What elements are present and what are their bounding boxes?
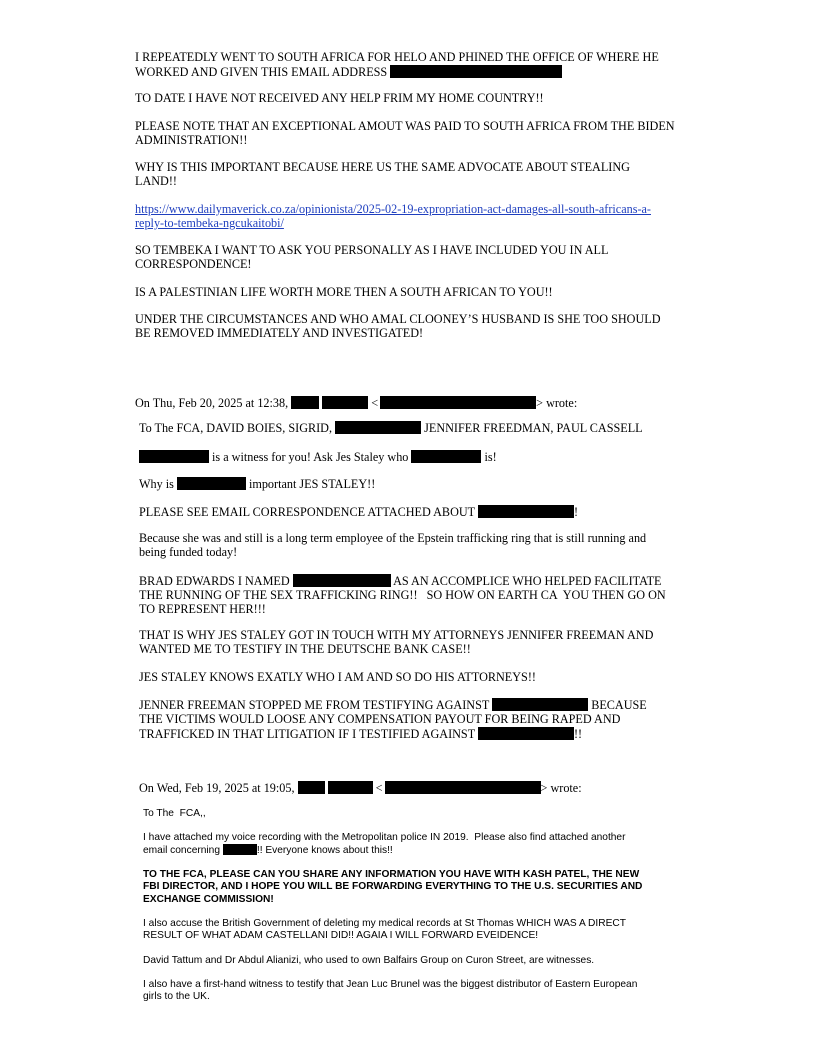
- paragraph-tembeka: [135, 244, 608, 272]
- text-line: I also accuse the British Government of deleting my medical records at St Thomas WHICH WAS A DIRECT: [143, 918, 626, 929]
- text-span: important JES STALEY!!: [248, 477, 376, 491]
- text-line: David Tattum and Dr Abdul Alianizi, who used to own Balfairs Group on Curon Street, are witnesses.: [143, 955, 595, 966]
- redaction-bar: [328, 781, 373, 794]
- bold-text: TO THE FCA, PLEASE CAN YOU SHARE ANY INFORMATION YOU HAVE WITH KASH PATEL, THE NEW: [143, 869, 640, 880]
- quote1-line-why: [139, 477, 375, 492]
- redaction-bar: [478, 727, 574, 740]
- text-line: I also have a first-hand witness to testify that Jean Luc Brunel was the biggest distributor of Eastern European: [143, 979, 638, 990]
- text-line: I REPEATEDLY WENT TO SOUTH AFRICA FOR HELO AND PHINED THE OFFICE OF WHERE HE: [135, 50, 659, 64]
- text-span: JENNIFER FREEDMAN, PAUL CASSELL: [424, 421, 643, 435]
- text-line: Because she was and still is a long term employee of the Epstein trafficking ring that is still running and: [139, 531, 647, 545]
- text-span: <: [375, 781, 383, 795]
- text-line: CORRESPONDENCE!: [135, 256, 252, 271]
- quote1-paragraph-testifying: [139, 698, 647, 741]
- text-line: PLEASE NOTE THAT AN EXCEPTIONAL AMOUT WAS PAID TO SOUTH AFRICA FROM THE BIDEN: [135, 119, 675, 133]
- quote2-paragraph-recording: [143, 832, 626, 858]
- redaction-bar: [380, 396, 536, 409]
- paragraph-palestinian-life: [135, 286, 553, 300]
- paragraph-south-africa-help: [135, 51, 659, 80]
- text-line: I have attached my voice recording with the Metropolitan police IN 2019. Please also find attached another: [143, 832, 626, 843]
- text-span: PLEASE SEE EMAIL CORRESPONDENCE ATTACHED ABOUT: [139, 505, 475, 519]
- text-span: BRAD EDWARDS I NAMED: [139, 574, 290, 588]
- quote2-header: [139, 781, 582, 796]
- redaction-bar: [385, 781, 541, 794]
- text-line: SO TEMBEKA I WANT TO ASK YOU PERSONALLY AS I HAVE INCLUDED YOU IN ALL: [135, 243, 609, 257]
- redaction-bar: [411, 450, 481, 463]
- text-span: > wrote:: [540, 781, 582, 795]
- text-line: THE RUNNING OF THE SEX TRAFFICKING RING!! SO HOW ON EARTH CA YOU THEN GO ON: [139, 587, 666, 602]
- text-span: email concerning: [143, 845, 221, 857]
- quote2-paragraph-medical-records: [143, 918, 626, 943]
- article-link-block: [135, 203, 651, 231]
- text-span: is!: [484, 450, 497, 464]
- text-span: AS AN ACCOMPLICE WHO HELPED FACILITATE: [393, 574, 662, 588]
- quote1-date-text: On Thu, Feb 20, 2025 at 12:38,: [135, 396, 289, 410]
- text-span: Why is: [139, 477, 174, 491]
- text-line: WHY IS THIS IMPORTANT BECAUSE HERE US THE SAME ADVOCATE ABOUT STEALING: [135, 160, 630, 174]
- quote1-paragraph-attorneys: [139, 671, 536, 685]
- redaction-bar: [492, 698, 588, 711]
- quote2-date-text: On Wed, Feb 19, 2025 at 19:05,: [139, 781, 295, 795]
- text-span: > wrote:: [536, 396, 578, 410]
- quote2-greeting: [143, 808, 206, 820]
- text-span: !! Everyone knows about this!!: [256, 845, 393, 857]
- quote1-header: [135, 396, 577, 411]
- redaction-bar: [298, 781, 325, 794]
- redaction-bar: [322, 396, 368, 409]
- paragraph-no-help: [135, 92, 544, 106]
- text-line: girls to the UK.: [143, 991, 210, 1003]
- text-line: [139, 727, 647, 742]
- quote2-paragraph-first-hand-witness: [143, 979, 637, 1004]
- text-line: being funded today!: [139, 544, 238, 559]
- text-line: [143, 881, 642, 893]
- quote1-line-attached: [139, 505, 578, 520]
- text-span: TRAFFICKED IN THAT LITIGATION IF I TESTIFIED AGAINST: [139, 726, 475, 741]
- bold-text: FBI DIRECTOR, AND I HOPE YOU WILL BE FORWARDING EVERYTHING TO THE U.S. SECURITIES AND: [143, 881, 643, 893]
- text-line: ADMINISTRATION!!: [135, 132, 248, 147]
- redaction-bar: [293, 574, 391, 587]
- text-line: TO REPRESENT HER!!!: [139, 601, 266, 616]
- text-line: IS A PALESTINIAN LIFE WORTH MORE THEN A SOUTH AFRICAN TO YOU!!: [135, 285, 553, 299]
- text-line: UNDER THE CIRCUMSTANCES AND WHO AMAL CLOONEY’S HUSBAND IS SHE TOO SHOULD: [135, 312, 661, 326]
- text-line: JES STALEY KNOWS EXATLY WHO I AM AND SO DO HIS ATTORNEYS!!: [139, 670, 536, 684]
- paragraph-biden-payment: [135, 120, 675, 148]
- text-span: WORKED AND GIVEN THIS EMAIL ADDRESS: [135, 64, 388, 79]
- text-span: is a witness for you! Ask Jes Staley who: [212, 450, 409, 464]
- text-line: To The FCA,,: [143, 808, 206, 819]
- quote1-line-witness: [139, 450, 497, 465]
- text-line: BE REMOVED IMMEDIATELY AND INVESTIGATED!: [135, 325, 424, 340]
- redaction-bar: [177, 477, 246, 490]
- text-line: [135, 65, 659, 80]
- text-span: BECAUSE: [591, 698, 647, 712]
- text-line: LAND!!: [135, 173, 177, 188]
- article-link-line2[interactable]: reply-to-tembeka-ngcukaitobi/: [135, 215, 284, 230]
- quote1-paragraph-epstein: [139, 532, 646, 560]
- text-span: !: [573, 505, 578, 519]
- paragraph-amal-clooney: [135, 313, 661, 341]
- redaction-bar: [478, 505, 574, 518]
- text-span: <: [371, 396, 379, 410]
- text-line: WANTED ME TO TESTIFY IN THE DEUTSCHE BANK CASE!!: [139, 641, 471, 656]
- paragraph-stealing-land: [135, 161, 630, 189]
- text-span: JENNER FREEMAN STOPPED ME FROM TESTIFYING AGAINST: [139, 698, 490, 712]
- article-link-line1[interactable]: https://www.dailymaverick.co.za/opinionista/2025-02-19-expropriation-act-damages-all-south-africans-a-: [135, 202, 651, 216]
- text-span: !!: [573, 726, 583, 741]
- quote2-paragraph-fca-request: [143, 869, 642, 906]
- text-line: THE VICTIMS WOULD LOOSE ANY COMPENSATION PAYOUT FOR BEING RAPED AND: [139, 711, 621, 726]
- quote1-paragraph-brad-edwards: [139, 574, 666, 616]
- text-line: THAT IS WHY JES STALEY GOT IN TOUCH WITH MY ATTORNEYS JENNIFER FREEMAN AND: [139, 628, 654, 642]
- quote1-paragraph-jes-staley: [139, 629, 653, 657]
- redaction-bar: [291, 396, 319, 409]
- text-line: [139, 574, 666, 589]
- redaction-bar: [223, 844, 257, 855]
- text-line: [139, 698, 647, 713]
- text-line: RESULT OF WHAT ADAM CASTELLANI DID!! AGAIA I WILL FORWARD EVEIDENCE!: [143, 930, 539, 942]
- redaction-bar: [335, 421, 421, 434]
- quote1-line-addressees: [139, 421, 643, 436]
- text-line: [143, 869, 642, 881]
- bold-text: EXCHANGE COMMISSION!: [143, 893, 274, 905]
- quote2-paragraph-witnesses: [143, 955, 594, 967]
- text-line: [143, 844, 626, 857]
- text-span: To The FCA, DAVID BOIES, SIGRID,: [139, 421, 333, 435]
- redaction-bar: [139, 450, 209, 463]
- text-line: [143, 894, 642, 906]
- text-line: TO DATE I HAVE NOT RECEIVED ANY HELP FRIM MY HOME COUNTRY!!: [135, 91, 544, 105]
- redaction-bar: [390, 65, 562, 78]
